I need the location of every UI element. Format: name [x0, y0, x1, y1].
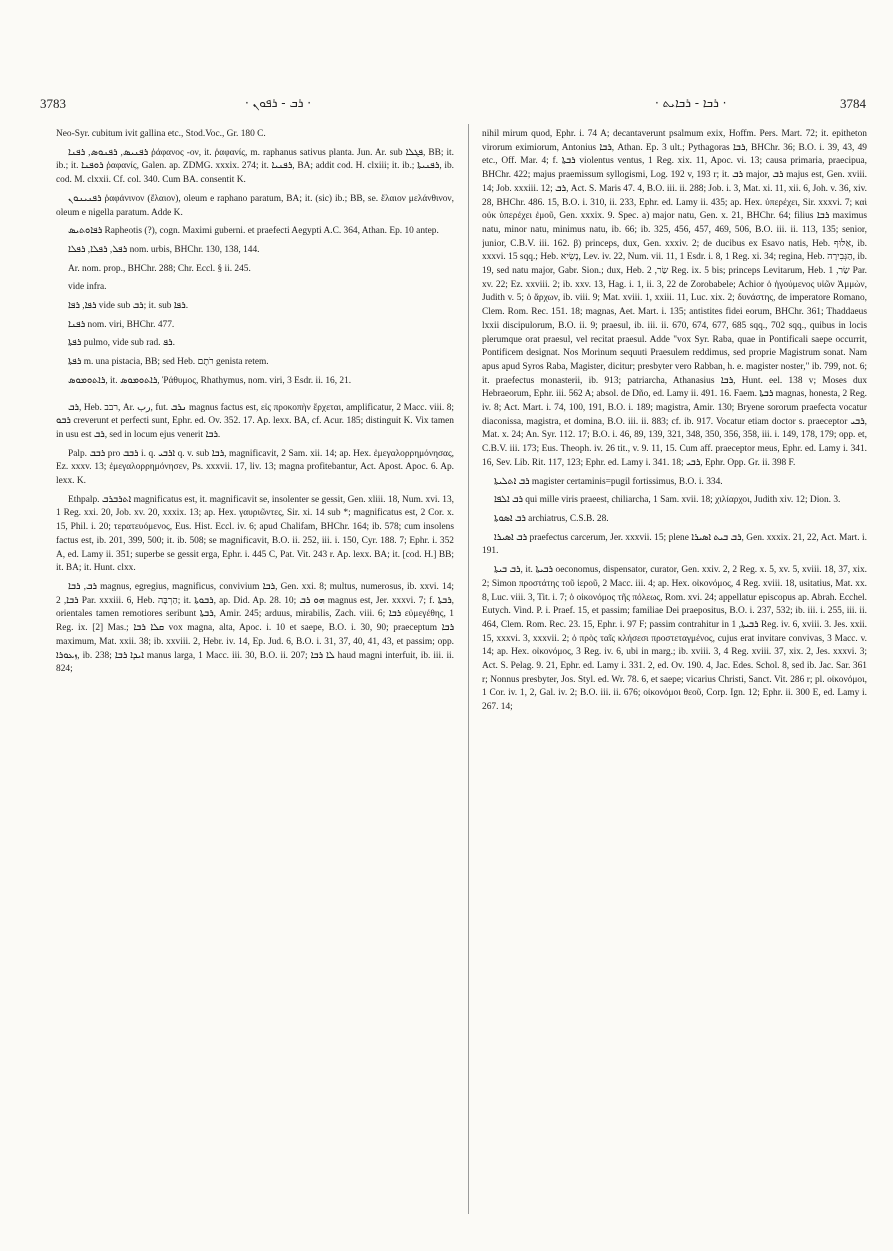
entry-nom-viri: ܪܦܢܐ nom. viri, BHChr. 477. — [68, 319, 175, 330]
entry-ethpalp: Ethpalp. ܐܬܪܒܪܒ magnificatus est, it. magnificavit se, insolenter se gessit, Gen. xliii. 18, Num. xvi. 13, 1 Reg. xxi. 20, Job. xv. 20, xxxix. 13; ap. Hex. γαυριῶντες, Sir. xi. 14 sub *; magnificatus est, 2 Cor. x. 15, Phil. i. 20; τερατευόμενος, Eus. Hist. Eccl. iv. 6; apud Chalifam, BHChr. 164; ib. 578; cum insolens factus est, ib. 201, 399, 500; it. ib. 508; se magnificavit, B.O. ii. 252, iii. i. 150, Cyr. 188. 7; Ephr. i. 352 A, ed. Lamy ii. 351; superbe se gessit erga, Ephr. i. 445 C, Pat. Vit. 243 r. Ap. lexx. BA; it. [cod. H.] BB; it. BA; it. Hunt. clxx. — [56, 494, 454, 574]
entry-rhathymus: ܪܐܬܘܡܘܣ, it. ܪܐܬܘܡܘܣ, Ῥάθυμος, Rhathymus, nom. viri, 3 Esdr. ii. 16, 21. — [68, 375, 352, 386]
page-header — [40, 96, 866, 116]
entry-palp: Palp. ܪܒܒ pro ܪܒܒ i. q. ܐܪܒܝ q. v. sub ܪܒܐ, magnificavit, 2 Sam. xii. 14; ap. Hex. ἐμεγαλορρημόνησας, Ez. xxxv. 13; ἐμεγαλορρημόνησεν, Ps. xxxvii. 17, liv. 13; magna profitebantur, Act. Apost. Apoc. 6. Ap. lexx. K. — [56, 448, 454, 487]
entry-vide-infra: vide infra. — [68, 282, 107, 293]
entry-raphel: ܪܦܠ, ܪܦܠܐ, ܪܦܠܐ nom. urbis, BHChr. 130, 138, 144. — [68, 244, 260, 255]
entry-rapheotis: ܪܦܐܘܬܝܣ Rapheotis (?), cogn. Maximi guberni. et praefecti Aegypti A.C. 364, Athan. Ep. 10 antep. — [68, 226, 439, 237]
entry-ar-nom-prop: Ar. nom. prop., BHChr. 288; Chr. Eccl. § ii. 245. — [68, 263, 251, 274]
entry-rab-alpa: ܪܒ ܐܠܦܐ qui mille viris praeest, chiliarcha, 1 Sam. xvii. 18; χιλίαρχοι, Judith xiv. 12; Dion. 3. — [494, 495, 841, 506]
left-column — [56, 128, 454, 1208]
right-page-number: 3784 — [840, 96, 866, 111]
entry-rab-magnus: ܪܒ, ܪܒܐ magnus, egregius, magnificus, convivium ܪܒܐ, Gen. xxi. 8; multus, numerosus, ib. xxvi. 14; ܪܒܐ, 2 Par. xxxiii. 6, Heb. הַרְבָּה; it. ܪܒܘܬܐ, ap. Did. Ap. 28. 10; ܗܘ ܪܒ magnus est, Jer. xxxvi. 7; f. ܪܒܬܐ, orientales tamen remotiores seribunt ܪܒܬܐ, Amir. 245; arduus, mirabilis, Zach. viii. 6; ܪܒܐ εὐμεγέθης, 1 Reg. ix. [2] Mas.; ܩܠܐ ܪܒܐ vox magna, alta, Apoc. i. 10 et saepe, B.O. i. 30, 90; praeceptum ܪܒܐ maximum, Mat. xxii. 38; ib. xxviii. 2, Hebr. iv. 14, Ep. Jud. 6, B.O. i. 31, 37, 40, 41, 43, et passim; opp. ܙܥܘܪܐ, ib. 238; ܐܝܕܐ ܪܒܐ manus larga, 1 Macc. iii. 30, B.O. ii. 207; ܠܐ ܪܒܐ haud magni interfuit, ib. iii. ii. 824; — [56, 581, 454, 675]
left-page-number: 3783 — [40, 96, 66, 111]
entry-rab-baita: ܪܒ ܒܝܬܐ, it. ܪܒܝܬܐ oeconomus, dispensator, curator, Gen. xxiv. 2, 2 Reg. x. 5, xv. 5, xviii. 18, 37, xix. 2; Simon προστάτης τοῦ ἱεροῦ, 2 Macc. iii. 4; ap. Hex. οἰκονόμος, 4 Reg. xviii. 18, usitatius, Mat. xx. 8, Luc. viii. 3, Tit. i. 7; ὁ οἰκονόμος τῆς πόλεως, Rom. xvi. 24; appellatur episcopus ap. Abrah. Ecchel. Eutych. Vind. P. i. Praef. 15, et passim; familiae Dei praepositus, B.O. i. 237, 532; ib. iii. i. 255, iii. ii. 464, Clem. Rom. Rec. 23. 15, Ephr. i. 97 F; passim contrahitur in ܪܒܝܬܐ, 1 Reg. iv. 6, xviii. 3. Jes. xxii. 15, xxxvi. 3, xxxvii. 2; ὁ πρὸς ταῖς κλήσεσι προστεταγμένος, cujus erat invitare convivas, 3 Macc. v. 14; ap. Hex. οἰκονόμος, 3 Reg. iv. 6, ubi in marg.; ib. xviii. 3, 4 Reg. xviii. 37, xix. 2, Jes. xxxvi. 3; Act. S. Pelag. 9. 21, Ephr. ed. Lamy i. 331. 2, ed. Ov. 190. 4, Jac. Edes. Schol. 8, sed ib. Jac. Sar. 361 r; Nonnus presbyter, Jos. Styl. ed. Wr. 78. 6, et saepe; vicarius Christi, Sanct. Vit. 286 r; pl. οἰκονόμοι, 1 Cor. iv. 1, 2, Gal. iv. 2; B.O. iii. ii. 676; οἰκονόμοι θεοῦ, Corp. Ign. 12; Ephr. ii. 300 E, ed. Lamy i. 267. 14; — [482, 565, 867, 713]
right-column — [482, 128, 867, 1208]
entry-rab-continued: nihil mirum quod, Ephr. i. 74 A; decantaverunt psalmum exix, Hoffm. Pers. Mart. 72; it. epitheton virorum eximiorum, Antonius ܪܒܐ, Athan. Ep. 3 ult.; Pythagoras ܪܒܐ, BHChr. 36; B.O. i. 39, 43, 49 etc., Off. Mar. 4; f. ܪܒܬܐ violentus ventus, 1 Reg. xix. 11, Apoc. vi. 13; causa primaria, praecipua, BHChr. 422; majus praemissum syllogismi, Log. 192 v, 193 r; it. ܪܒ major, ܪܒ majus est, Gen. xviii. 14; Job. xxxiii. 12; ܪܒ, Act. S. Maris 47. 4, B.O. iii. ii. 288; Job. i. 3, Mat. xi. 11, xii. 6, Joh. v. 36, xiv. 28, BHChr. 486. 15, B.O. i. 310, ii. 233, Ephr. ed. Lamy ii. 435; ap. Hex. ὑπερέχει, Sir. xxxvi. 7; καὶ οὐκ ὑπερέχει ἐμοῦ, Gen. xxxix. 9. Spec. a) major natu, Gen. x. 21, BHChr. 64; filius ܪܒܐ maximus natu, minor natu, minimus natu, ib. 66; ib. 325, 456, 457, 469, 506, B.O. iii. ii. 113, 135; senior, junior, C.B.V. iii. 162. β) princeps, dux, Gen. xxxiv. 2; de ducibus ex Esavo natis, Heb. אַלּוּף, ib. xxxvi. 15 sqq.; Heb. נָשִׂיא, Lev. iv. 22, Num. vii. 11, 1 Esdr. i. 8, 1 Reg. xi. 34; regina, Heb. הַגְּבִירָה, ib. 19, sed natu major, Gabr. Sion.; dux, Heb. שַׂר, 2 Reg. ix. 5 bis; princeps Levitarum, Heb. שַׂר, 1 Par. xv. 22; Ez. xxviii. 2; ib. xxv. 13, Hag. i. 1, ii. 3, 22 de Zorobabele; Achior ὁ ἡγούμενος υἱῶν Ἀμμὼν, Judith v. 5; ὁ ἄρχων, ib. viii. 9; Mat. xviii. 1, xxiii. 11, Luc. xix. 2; δυνάστης, de imperatore Romano, Clem. Rom. Rec. 151. 18; magnas, Aet. Mart. i. 135; antistites fidei eorum, BHChr. 361; Thaddaeus lxxii discipulorum, B.O. ii. 9; praesul, ib. iii. ii. 670, 674, 677, 685 sqq., 702 sqq., quibus in locis plerumque orat praesul, vel recitat praesul. Adde "vox Syr. Raba, quae in Pontificali saepe occurrit, Pontificem designat. Nos Morinum sequuti Praesulem reddimus, sed proprie Magistrum sonat. Nam apus apud Syros Raba, Magister, dicitur; presbyter vero Rabban, h. e. magister noster," ib. 799, not. 6; it. praefectus monasterii, ib. 913; patriarcha, Athanasius ܪܒܐ, Hunt. eel. 138 v; Moses dux Hebraeorum, Ephr. iii. 562 A; absol. de Dño, ed. Lamy ii. 491. 16. Faem. ܪܒܬܐ magnas, honesta, 2 Reg. iv. 8; Act. Mart. i. 74, 100, 191, B.O. i. 189; magistra, Amir. 130; Bryene sororum praefecta vocatur diaconissa, magistra, et domina, B.O. iii. ii. 883; cf. ib. 917. Vocatur etiam doctor s. praeceptor ܪܒܝ, Mat. x. 24; An. Syr. 112. 17; B.O. i. 46, 89, 139, 321, 348, 350, 356, 358, iii. i. 149, 178, 179; opp. et, C.B.V. iii. 173; Eus. Theoph. iv. 26 tit., v. 9. 11, 15. Cum aff. praeceptor meus, Ephr. ed. Lamy i. 341. 16, Sev. Lib. Rit. 117, 123; Ephr. ed. Lamy i. 341. 18; ܪܒܝ, Ephr. Opp. Gr. ii. 398 F. — [482, 129, 867, 468]
entry-raphaninon: ܪܦܢܝܢܘܢ ῥαφάνινον (ἔλαιον), oleum e raphano paratum, BA; it. (sic) ib.; BB, se. ἔλαιον μελάνθινον, oleum e nigella paratum. Adde K. — [56, 193, 454, 218]
section-gap — [56, 394, 454, 402]
entry-rab-athlita: ܪܒ ܐܬܠܝܬܐ magister certaminis=pugil fortissimus, B.O. i. 334. — [494, 476, 723, 487]
entry-vide-sub: ܪܦܐ, ܪܦܐ vide sub ܪܒ; it. sub ܪܦܐ. — [68, 301, 189, 312]
column-divider — [468, 124, 469, 1214]
entry-raphanis: ܪܦܢܝܣ, ܪܦܢܘܣ, ܪܦܢܐ ῥάφανος -ον, it. ῥαφανίς, m. raphanus sativus planta. Jun. Ar. sub ܦܓܠܐ, BB; it. ib.; it. ܪܘܦܢܐ ῥαφανίς, Galen. ap. ZDMG. xxxix. 274; it. ܪܦܢܝܐ, BA; addit cod. H. clxiii; it. ib.; ܪܦܢܝܬܐ, ib. cod. M. clxxii. Cf. col. 340. Cum BA. consentit K. — [56, 147, 454, 186]
entry-pistacia: ܪܦܬܐ m. una pistacia, BB; sed Heb. רֹתֶם genista retem. — [68, 357, 269, 368]
entry-pulmo: ܪܦܬܐ pulmo, vide sub rad. ܪܦ. — [68, 338, 175, 349]
entry-rab-asire: ܪܒ ܐܣܝܪܐ praefectus carcerum, Jer. xxxvii. 15; plene ܪܒ ܒܝܬ ܐܣܝܪܐ, Gen. xxxix. 21, 22, Act. Mart. i. 191. — [482, 532, 867, 557]
entry-rab-asawata: ܪܒ ܐܣܘܬܐ archiatrus, C.S.B. 28. — [494, 513, 609, 524]
entry-neo-syr: Neo-Syr. cubitum ivit gallina etc., Stod.Voc., Gr. 180 C. — [56, 129, 266, 139]
entry-rab-root: ܪܒ, Heb. רבב, Ar. رب, fut. ܢܪܒ magnus factus est, εἰς προκοπὴν ἔρχεται, amplificatur, 2 Macc. viii. 8; ܪܒܘ creverunt et perfecti sunt, Ephr. ed. Ov. 352. 17. Ap. lexx. BA, cf. Acur. 185; distinguit K. Vix tamen in usu est ܪܒ, sed in locum ejus venerit ܪܒܐ. — [56, 402, 454, 440]
right-running-head: · ܪܒܐ - ܪܒܐܝܬ · — [655, 96, 727, 110]
left-running-head: · ܪܒ - ܪܦܘܢ · — [245, 96, 312, 110]
